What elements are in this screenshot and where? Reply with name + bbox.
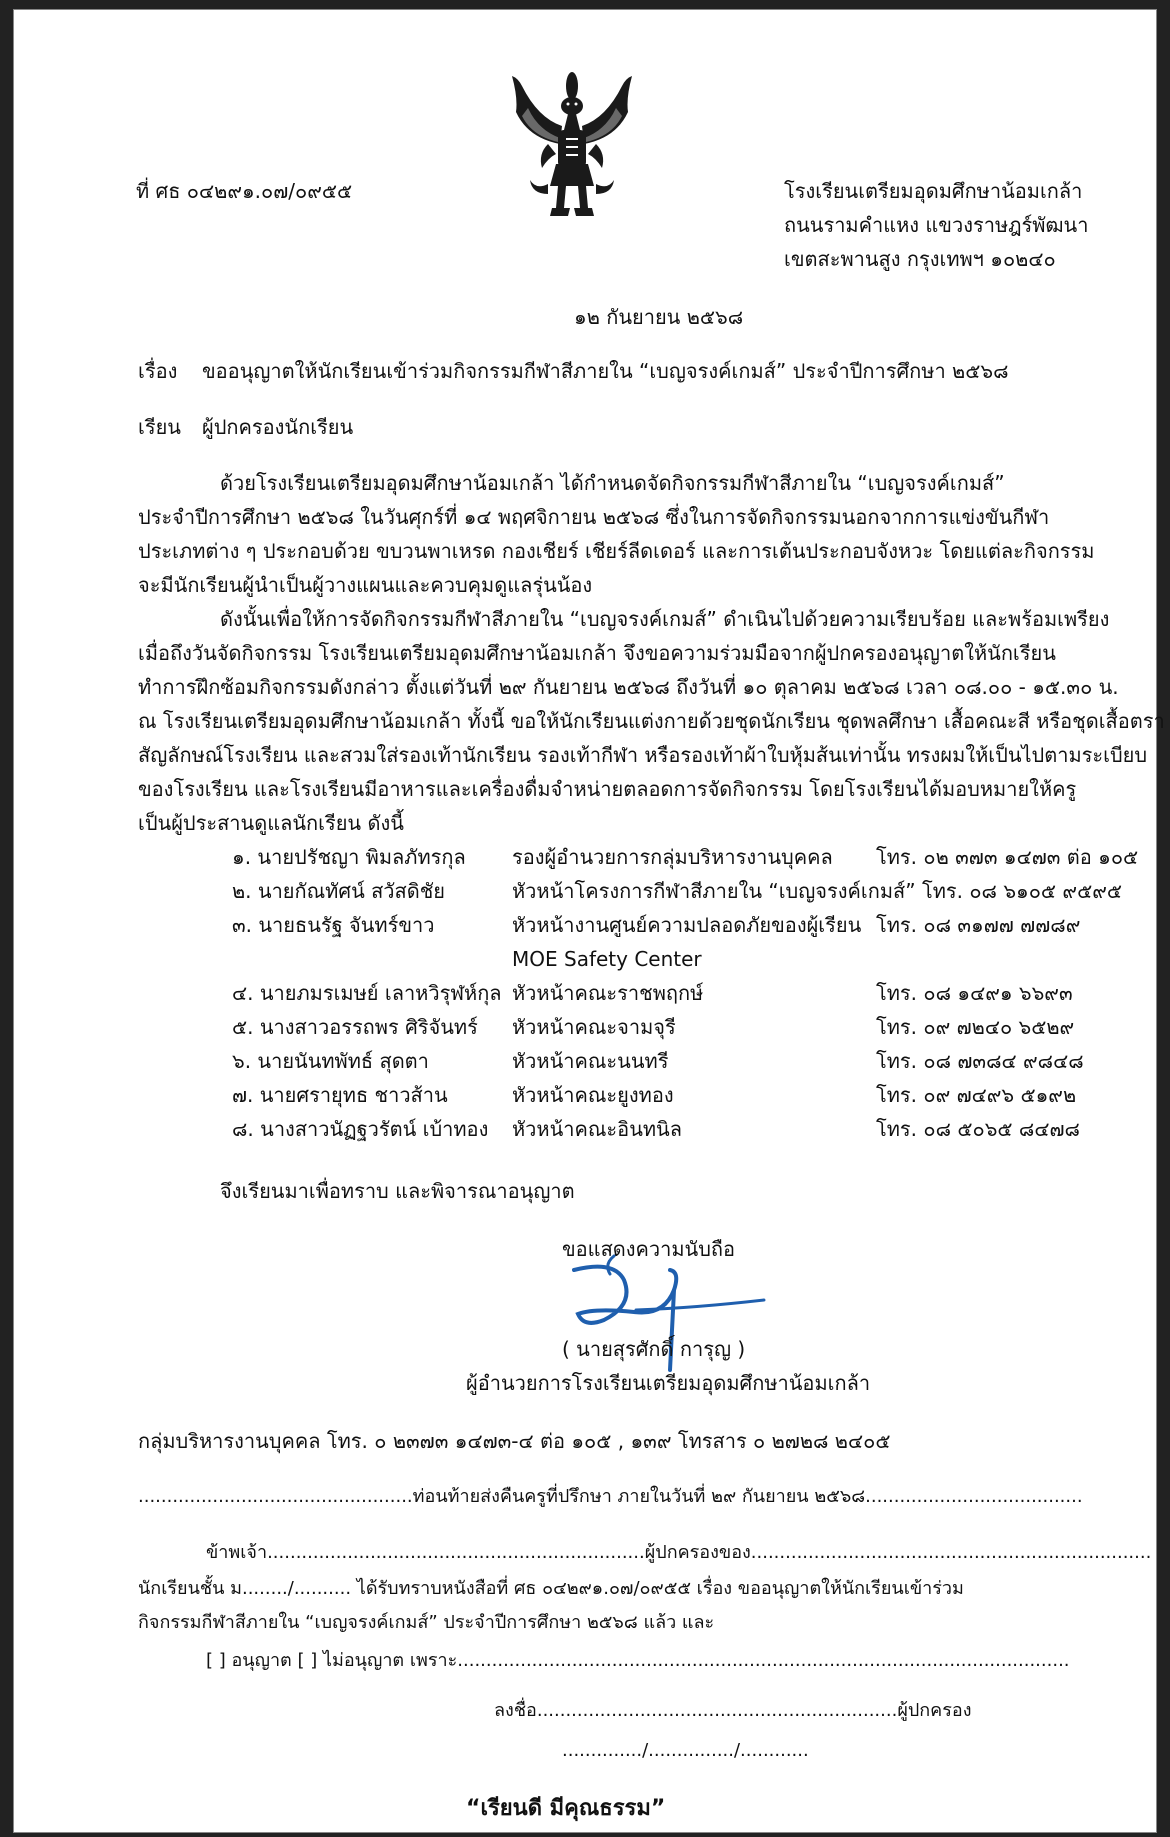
form-date-line: ............../.............../............ [562, 1740, 809, 1761]
subject-text: ขออนุญาตให้นักเรียนเข้าร่วมกิจกรรมกีฬาสีภายใน “เบญจรงค์เกมส์” ประจำปีการศึกษา ๒๕๖๘ [202, 359, 1009, 383]
staff-role: หัวหน้าคณะราชพฤกษ์ [512, 981, 704, 1005]
staff-row [14, 1112, 1156, 1146]
staff-role: หัวหน้างานศูนย์ความปลอดภัยของผู้เรียน [512, 913, 862, 937]
paragraph-line: ของโรงเรียน และโรงเรียนมีอาหารและเครื่องดื่มจำหน่ายตลอดการจัดกิจกรรม โดยโรงเรียนได้มอบหมายให้ครู [138, 777, 1077, 801]
form-line-activity: กิจกรรมกีฬาสีภายใน “เบญจรงค์เกมส์” ประจำปีการศึกษา ๒๕๖๘ แล้ว และ [138, 1612, 715, 1633]
contact-line: กลุ่มบริหารงานบุคคล โทร. ๐ ๒๓๗๓ ๑๔๗๓-๔ ต่อ ๑๐๕ , ๑๓๙ โทรสาร ๐ ๒๗๒๘ ๒๔๐๕ [138, 1429, 891, 1453]
paragraph-line: ด้วยโรงเรียนเตรียมอุดมศึกษาน้อมเกล้า ได้กำหนดจัดกิจกรรมกีฬาสีภายใน “เบญจรงค์เกมส์” [220, 471, 1005, 495]
staff-phone: โทร. ๐๘ ๓๑๗๗ ๗๗๘๙ [876, 913, 1081, 937]
to-text: ผู้ปกครองนักเรียน [202, 415, 354, 439]
staff-name: ๘. นางสาวนัฏฐวรัตน์ เบ้าทอง [232, 1117, 489, 1141]
paragraph-line: จะมีนักเรียนผู้นำเป็นผู้วางแผนและควบคุมดูแลรุ่นน้อง [138, 573, 593, 597]
school-district: เขตสะพานสูง กรุงเทพฯ ๑๐๒๔๐ [784, 247, 1056, 271]
school-street: ถนนรามคำแหง แขวงราษฎร์พัฒนา [784, 213, 1089, 237]
staff-row [14, 976, 1156, 1010]
staff-role: หัวหน้าคณะยูงทอง [512, 1083, 674, 1107]
closing-line: จึงเรียนมาเพื่อทราบ และพิจารณาอนุญาต [220, 1179, 575, 1203]
staff-phone: โทร. ๐๘ ๑๔๙๑ ๖๖๙๓ [876, 981, 1073, 1005]
regards-line: ขอแสดงความนับถือ [562, 1237, 736, 1261]
staff-row [14, 1044, 1156, 1078]
to-label: เรียน [138, 415, 181, 439]
school-name: โรงเรียนเตรียมอุดมศึกษาน้อมเกล้า [784, 179, 1083, 203]
garuda-emblem-icon [508, 68, 636, 220]
staff-row [14, 840, 1156, 874]
return-slip-header: ................................................ท่อนท้ายส่งคืนครูที่ปรึกษา ภายในวันที่ ๒๙ กันยายน ๒๕๖๘...................................... [138, 1486, 1083, 1507]
staff-row [14, 874, 1156, 908]
school-motto: “เรียนดี มีคุณธรรม” [466, 1796, 666, 1821]
paragraph-line: สัญลักษณ์โรงเรียน และสวมใส่รองเท้านักเรียน รองเท้ากีฬา หรือรองเท้าผ้าใบหุ้มส้นเท่านั้น ทรงผมให้เป็นไปตามระเบียบ [138, 743, 1148, 767]
letter-date: ๑๒ กันยายน ๒๕๖๘ [574, 305, 744, 329]
staff-role: หัวหน้าโครงการกีฬาสีภายใน “เบญจรงค์เกมส์” โทร. ๐๘ ๖๑๐๕ ๙๕๙๕ [512, 879, 1122, 903]
staff-name: ๗. นายศรายุทธ ชาวส้าน [232, 1083, 448, 1107]
staff-role: MOE Safety Center [512, 947, 702, 971]
staff-name: ๒. นายกัณทัศน์ สวัสดิชัย [232, 879, 446, 903]
staff-name: ๑. นายปรัชญา พิมลภัทรกุล [232, 845, 466, 869]
staff-phone: โทร. ๐๘ ๕๐๖๕ ๘๔๗๘ [876, 1117, 1080, 1141]
staff-phone: โทร. ๐๘ ๗๓๘๔ ๙๘๔๘ [876, 1049, 1084, 1073]
paragraph-1 [138, 466, 1095, 602]
paragraph-line: ดังนั้นเพื่อให้การจัดกิจกรรมกีฬาสีภายใน “เบญจรงค์เกมส์” ดำเนินไปด้วยความเรียบร้อย และพร้อมเพรียง [220, 607, 1110, 631]
paragraph-2 [138, 602, 1165, 840]
paragraph-line: ประจำปีการศึกษา ๒๕๖๘ ในวันศุกร์ที่ ๑๔ พฤศจิกายน ๒๕๖๘ ซึ่งในการจัดกิจกรรมนอกจากการแข่งขันกีฬา [138, 505, 1050, 529]
staff-row [14, 1078, 1156, 1112]
staff-name: ๕. นางสาวอรรถพร ศิริจันทร์ [232, 1015, 478, 1039]
staff-name: ๖. นายนันทพัทธ์ สุดตา [232, 1049, 429, 1073]
staff-role: หัวหน้าคณะนนทรี [512, 1049, 669, 1073]
staff-name: ๓. นายธนรัฐ จันทร์ขาว [232, 913, 435, 937]
staff-name: ๔. นายภมรเมษย์ เลาหวิรุฬห์กุล [232, 981, 502, 1005]
signer-title: ผู้อำนวยการโรงเรียนเตรียมอุดมศึกษาน้อมเกล้า [466, 1371, 871, 1395]
paragraph-line: ทำการฝึกซ้อมกิจกรรมดังกล่าว ตั้งแต่วันที่ ๒๙ กันยายน ๒๕๖๘ ถึงวันที่ ๑๐ ตุลาคม ๒๕๖๘ เวลา ๐๘.๐๐ - ๑๕.๓๐ น. [138, 675, 1119, 699]
staff-row [14, 908, 1156, 942]
staff-role: หัวหน้าคณะจามจุรี [512, 1015, 676, 1039]
form-signature-line: ลงชื่อ...............................................................ผู้ปกครอง [494, 1700, 972, 1721]
paragraph-line: เมื่อถึงวันจัดกิจกรรม โรงเรียนเตรียมอุดมศึกษาน้อมเกล้า จึงขอความร่วมมือจากผู้ปกครองอนุญาตให้นักเรียน [138, 641, 1056, 665]
form-line-consent: [ ] อนุญาต [ ] ไม่อนุญาต เพราะ........................................................................................................... [206, 1650, 1070, 1671]
letter-page [14, 10, 1165, 1832]
staff-phone: โทร. ๐๙ ๗๒๔๐ ๖๕๒๙ [876, 1015, 1075, 1039]
paragraph-line: ประเภทต่าง ๆ ประกอบด้วย ขบวนพาเหรด กองเชียร์ เชียร์ลีดเดอร์ และการเต้นประกอบจังหวะ โดยแต่ละกิจกรรม [138, 539, 1095, 563]
paragraph-line: เป็นผู้ประสานดูแลนักเรียน ดังนี้ [138, 811, 404, 835]
document-number: ที่ ศธ ๐๔๒๙๑.๐๗/๐๙๕๕ [136, 179, 353, 203]
staff-row [14, 942, 1156, 976]
signer-name: ( นายสุรศักดิ์ การุญ ) [562, 1337, 746, 1361]
subject-label: เรื่อง [138, 359, 178, 383]
staff-role: รองผู้อำนวยการกลุ่มบริหารงานบุคคล [512, 845, 833, 869]
staff-role: หัวหน้าคณะอินทนิล [512, 1117, 682, 1141]
form-line-student: นักเรียนชั้น ม......../.......... ได้รับทราบหนังสือที่ ศธ ๐๔๒๙๑.๐๗/๐๙๕๕ เรื่อง ขออนุญาตให้นักเรียนเข้าร่วม [138, 1578, 964, 1599]
staff-phone: โทร. ๐๙ ๗๔๙๖ ๕๑๙๒ [876, 1083, 1077, 1107]
paragraph-line: ณ โรงเรียนเตรียมอุดมศึกษาน้อมเกล้า ทั้งนี้ ขอให้นักเรียนแต่งกายด้วยชุดนักเรียน ชุดพลศึกษา เสื้อคณะสี หรือชุดเสื้อตรา [138, 709, 1165, 733]
staff-phone: โทร. ๐๒ ๓๗๓ ๑๔๗๓ ต่อ ๑๐๕ [876, 845, 1139, 869]
form-line-guardian: ข้าพเจ้า..................................................................ผู้ปกครองของ...................................................................... [206, 1542, 1152, 1563]
staff-row [14, 1010, 1156, 1044]
